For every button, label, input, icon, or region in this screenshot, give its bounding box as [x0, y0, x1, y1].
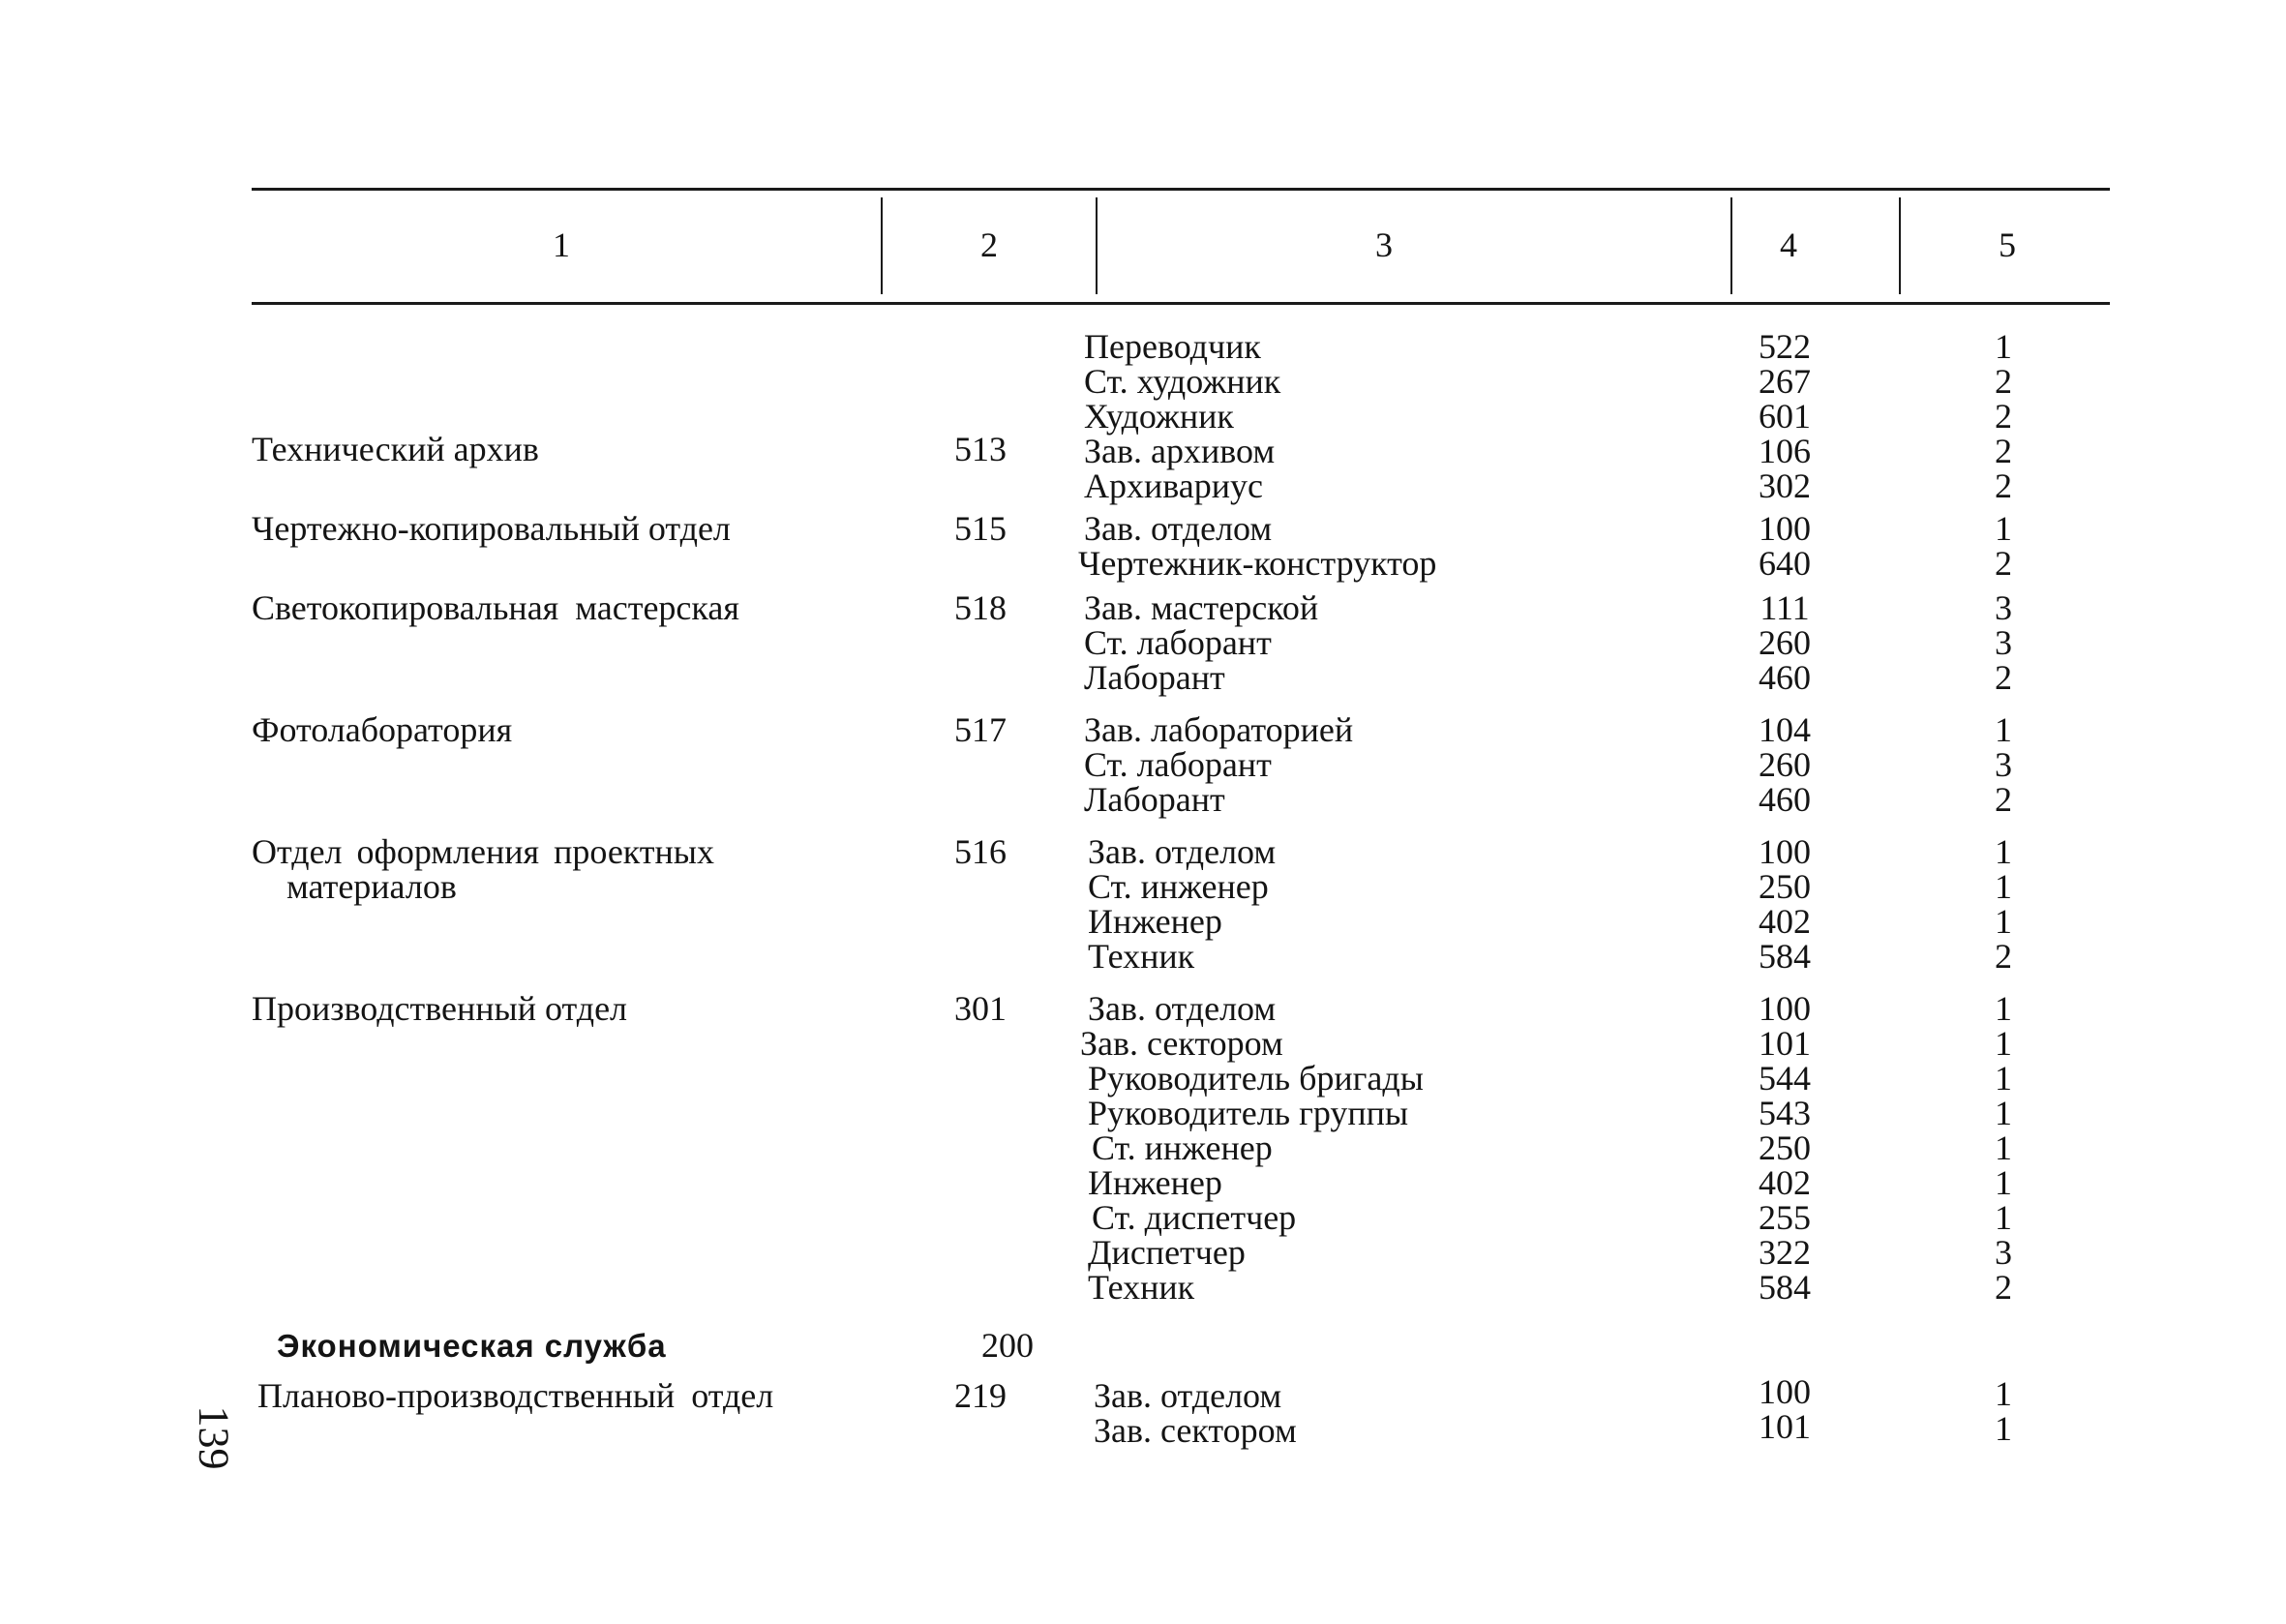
staff-count: 1 [1995, 1094, 2012, 1132]
department-code: 517 [954, 710, 1007, 749]
column-divider-4 [1899, 197, 1901, 294]
position-code: 250 [1759, 1128, 1811, 1167]
position-code: 543 [1759, 1094, 1811, 1132]
header-col-3: 3 [1375, 226, 1393, 264]
position-code: 255 [1759, 1198, 1811, 1237]
position-name: Зав. архивом [1084, 432, 1276, 470]
staff-count: 1 [1995, 867, 2012, 906]
table-header-rule [252, 302, 2110, 305]
position-name: Зав. отделом [1088, 989, 1277, 1028]
header-col-4: 4 [1780, 226, 1797, 264]
position-code: 522 [1759, 327, 1811, 366]
position-name: Архивариус [1084, 466, 1264, 505]
staff-count: 2 [1995, 780, 2012, 819]
position-code: 584 [1759, 937, 1811, 976]
position-name: Зав. мастерской [1084, 588, 1319, 627]
staff-count: 2 [1995, 544, 2012, 583]
header-col-5: 5 [1999, 226, 2016, 264]
position-name: Лаборант [1084, 658, 1225, 697]
column-divider-3 [1730, 197, 1732, 294]
position-code: 544 [1759, 1059, 1811, 1098]
position-code: 250 [1759, 867, 1811, 906]
staff-count: 1 [1995, 327, 2012, 366]
position-name: Лаборант [1084, 780, 1225, 819]
staff-count: 2 [1995, 432, 2012, 470]
staff-count: 1 [1995, 832, 2012, 871]
position-code: 302 [1759, 466, 1811, 505]
staff-count: 1 [1995, 1059, 2012, 1098]
department-name: Фотолаборатория [252, 710, 513, 749]
position-code: 601 [1759, 397, 1811, 436]
position-name: Ст. диспетчер [1092, 1198, 1297, 1237]
position-code: 640 [1759, 544, 1811, 583]
position-name: Руководитель группы [1088, 1094, 1409, 1132]
department-code: 518 [954, 588, 1007, 627]
department-name: Отдел оформления проектных [252, 832, 714, 871]
department-code: 513 [954, 430, 1007, 468]
department-code: 515 [954, 509, 1007, 548]
staff-count: 1 [1995, 1128, 2012, 1167]
position-name: Ст. художник [1084, 362, 1281, 401]
staff-count: 1 [1995, 710, 2012, 749]
position-code: 100 [1759, 989, 1811, 1028]
position-name: Руководитель бригады [1088, 1059, 1424, 1098]
position-code: 100 [1759, 832, 1811, 871]
position-name: Ст. инженер [1092, 1128, 1273, 1167]
position-name: Инженер [1088, 902, 1222, 941]
position-code: 104 [1759, 710, 1811, 749]
column-divider-1 [881, 197, 883, 294]
department-name: Чертежно-копировальный отдел [252, 509, 731, 548]
staff-count: 2 [1995, 658, 2012, 697]
position-name: Зав. сектором [1094, 1411, 1297, 1450]
position-name: Диспетчер [1088, 1233, 1246, 1272]
position-code: 100 [1759, 1372, 1811, 1411]
department-name: Производственный отдел [252, 989, 628, 1028]
position-code: 460 [1759, 780, 1811, 819]
staff-count: 1 [1995, 1198, 2012, 1237]
position-code: 584 [1759, 1268, 1811, 1307]
position-code: 260 [1759, 623, 1811, 662]
position-name: Техник [1088, 1268, 1195, 1307]
department-code: 219 [954, 1376, 1007, 1415]
position-code: 101 [1759, 1407, 1811, 1446]
staff-count: 1 [1995, 1374, 2012, 1413]
position-name: Зав. лабораторией [1084, 710, 1354, 749]
position-code: 322 [1759, 1233, 1811, 1272]
staff-count: 3 [1995, 623, 2012, 662]
position-name: Зав. отделом [1094, 1376, 1282, 1415]
position-code: 111 [1760, 588, 1810, 627]
position-name: Инженер [1088, 1163, 1222, 1202]
position-code: 402 [1759, 1163, 1811, 1202]
department-code: 301 [954, 989, 1007, 1028]
position-name: Художник [1084, 397, 1234, 436]
position-name: Техник [1088, 937, 1195, 976]
position-code: 260 [1759, 745, 1811, 784]
position-code: 101 [1759, 1024, 1811, 1063]
department-code: 516 [954, 832, 1007, 871]
header-col-1: 1 [553, 226, 570, 264]
service-code: 200 [981, 1326, 1034, 1365]
staff-count: 3 [1995, 1233, 2012, 1272]
staff-count: 1 [1995, 509, 2012, 548]
staff-count: 2 [1995, 466, 2012, 505]
staff-count: 2 [1995, 397, 2012, 436]
page-number: 139 [190, 1405, 238, 1470]
service-heading: Экономическая служба [277, 1328, 667, 1364]
position-code: 100 [1759, 509, 1811, 548]
position-name: Переводчик [1084, 327, 1261, 366]
staff-count: 1 [1995, 989, 2012, 1028]
staff-count: 1 [1995, 902, 2012, 941]
header-col-2: 2 [980, 226, 998, 264]
staff-count: 1 [1995, 1024, 2012, 1063]
position-name: Зав. отделом [1088, 832, 1277, 871]
staff-count: 2 [1995, 1268, 2012, 1307]
position-code: 460 [1759, 658, 1811, 697]
department-name: Технический архив [252, 430, 539, 468]
position-name: Ст. лаборант [1084, 623, 1272, 662]
staff-count: 3 [1995, 588, 2012, 627]
table-top-rule [252, 188, 2110, 191]
staff-count: 2 [1995, 362, 2012, 401]
position-name: Ст. лаборант [1084, 745, 1272, 784]
department-name: Светокопировальная мастерская [252, 588, 739, 627]
position-code: 106 [1759, 432, 1811, 470]
column-divider-2 [1096, 197, 1098, 294]
department-name-continued: материалов [286, 867, 457, 906]
department-name: Планово-производственный отдел [257, 1376, 774, 1415]
position-code: 402 [1759, 902, 1811, 941]
staff-count: 1 [1995, 1163, 2012, 1202]
position-code: 267 [1759, 362, 1811, 401]
position-name: Чертежник-конструктор [1078, 544, 1437, 583]
staff-count: 1 [1995, 1409, 2012, 1448]
staff-count: 3 [1995, 745, 2012, 784]
position-name: Зав. отделом [1084, 509, 1273, 548]
position-name: Ст. инженер [1088, 867, 1269, 906]
position-name: Зав. сектором [1080, 1024, 1283, 1063]
staff-count: 2 [1995, 937, 2012, 976]
